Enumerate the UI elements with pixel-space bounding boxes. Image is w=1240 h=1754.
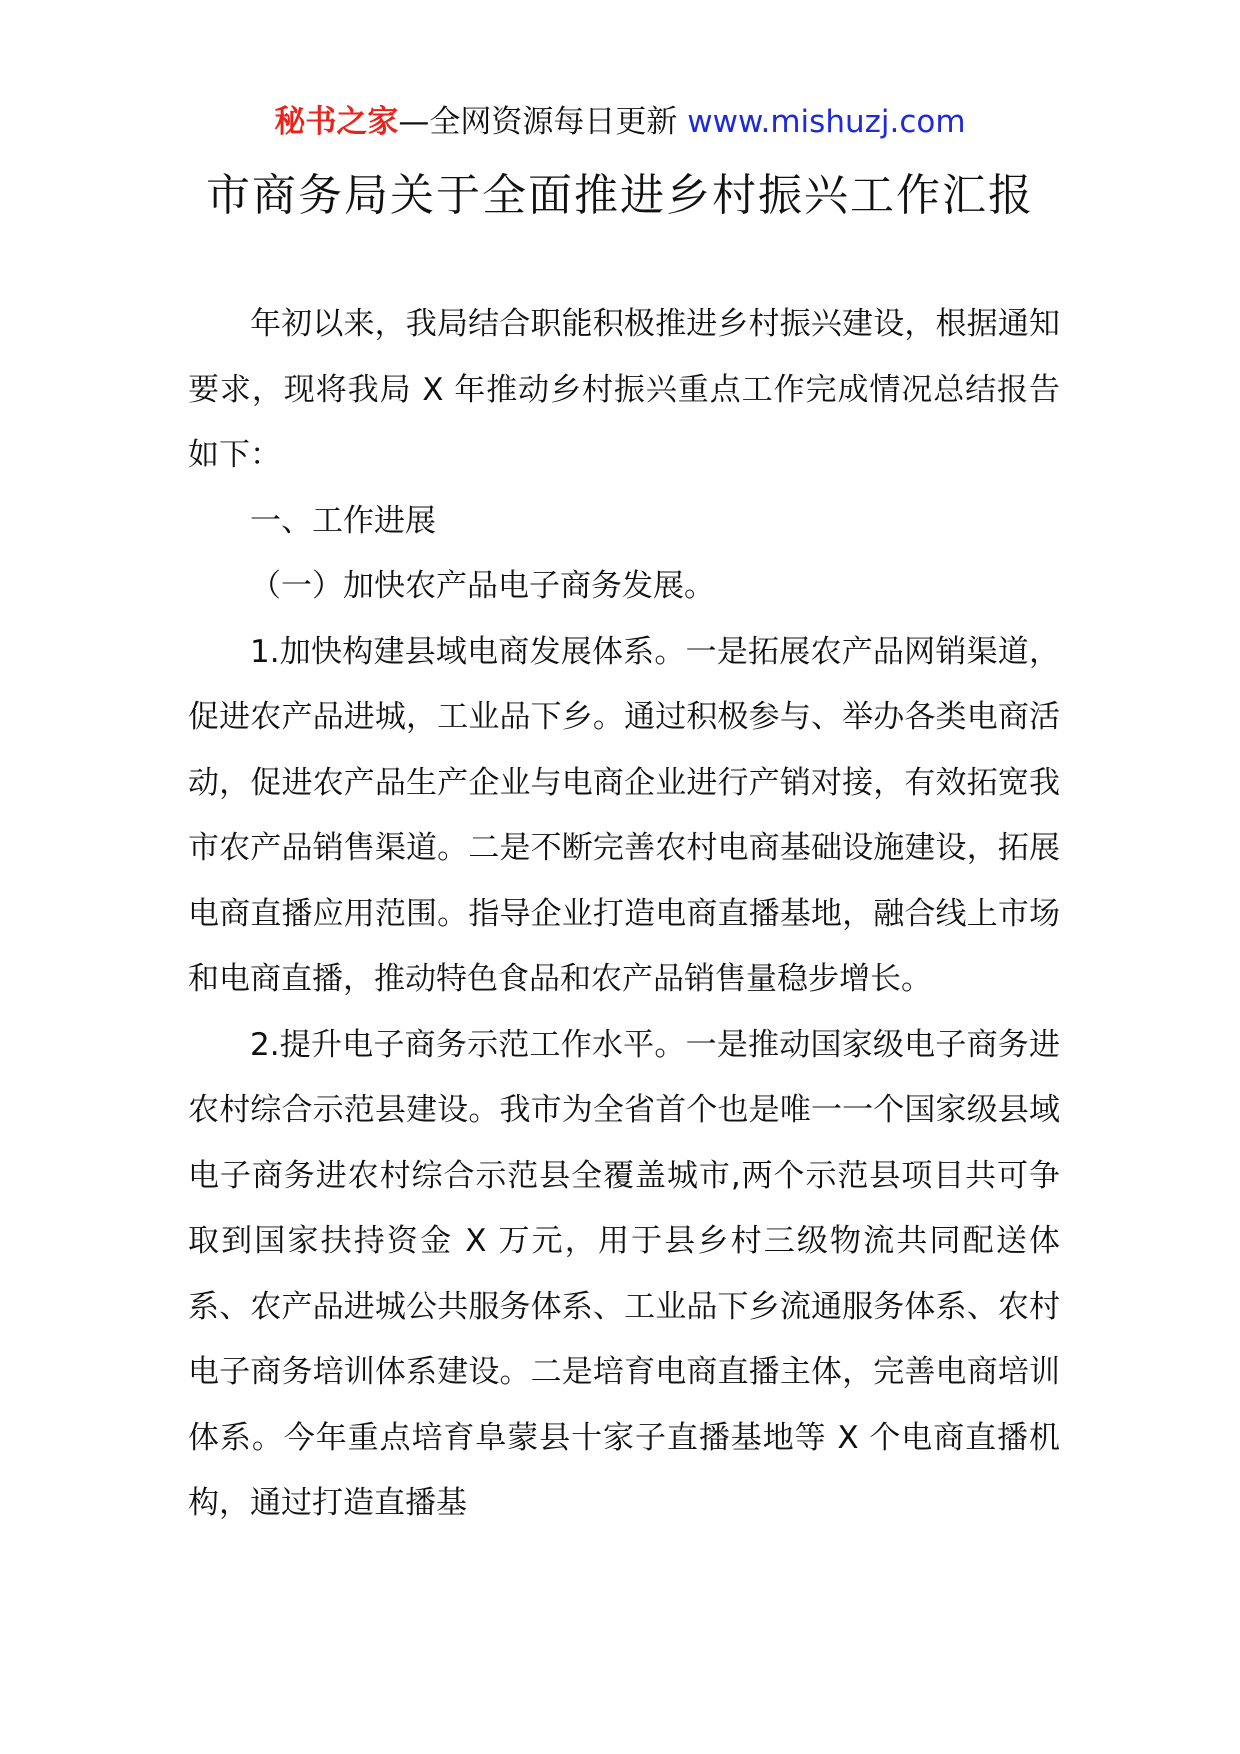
paragraph-intro: 年初以来，我局结合职能积极推进乡村振兴建设，根据通知要求，现将我局 X 年推动乡村振兴重点工作完成情况总结报告如下： — [188, 306, 1060, 473]
paragraph-item-2: 2.提升电子商务示范工作水平。一是推动国家级电子商务进农村综合示范县建设。我市为全省首个也是唯一一个国家级县域电子商务进农村综合示范县全覆盖城市,两个示范县项目共可争取到国家扶持资金 X 万元，用于县乡村三级物流共同配送体系、农产品进城公共服务体系、工业品下乡流通服务体系、农村电子商务培训体系建设。二是培育电商直播主体，完善电商培训体系。今年重点培育阜蒙县十家子直播基地等 X 个电商直播机构，通过打造直播基 — [188, 1026, 1060, 1521]
document-title: 市商务局关于全面推进乡村振兴工作汇报 — [206, 170, 1034, 221]
subsection-heading: （一）加快农产品电子商务发展。 — [250, 568, 715, 604]
document-body — [188, 292, 1060, 1537]
paragraph-item-1: 1.加快构建县域电商发展体系。一是拓展农产品网销渠道，促进农产品进城，工业品下乡。通过积极参与、举办各类电商活动，促进农产品生产企业与电商企业进行产销对接，有效拓宽我市农产品销售渠道。二是不断完善农村电商基础设施建设，拓展电商直播应用范围。指导企业打造电商直播基地，融合线上市场和电商直播，推动特色食品和农产品销售量稳步增长。 — [188, 633, 1060, 997]
site-brand: 秘书之家 — [274, 104, 399, 140]
site-banner — [0, 100, 1240, 144]
site-tagline: —全网资源每日更新 — [398, 104, 688, 140]
site-url-link[interactable]: www.mishuzj.com — [687, 104, 966, 140]
section-heading: 一、工作进展 — [250, 502, 436, 539]
